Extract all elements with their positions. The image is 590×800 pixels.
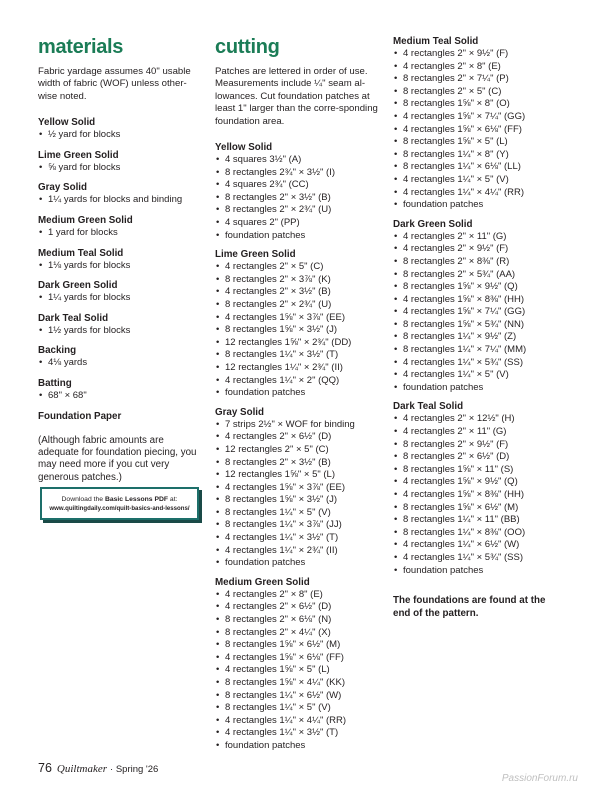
list-item: • 4 rectangles 1⅝" × 7¼" (GG) [393,306,563,319]
list-item: • 4 rectangles 2" × 11" (G) [393,231,563,244]
list-item: • 1¼ yards for blocks [38,292,203,305]
download-text: Download the Basic Lessons PDF at: [61,495,178,503]
fabric-items [393,231,563,395]
fabric-group [38,150,203,175]
cutting-intro: Patches are lettered in order of use. Measurements include ¼" seam al-lowances. Cut foundation patches at least 1" larger than the corre-sponding foundation area. [215,66,378,127]
list-item: • 4 rectangles 1¼" × 4¼" (RR) [393,187,563,200]
list-item: • 4 rectangles 2" × 3½" (B) [215,286,385,299]
fabric-items [38,194,203,207]
list-item: • 4 rectangles 1⅝" × 6⅛" (FF) [393,124,563,137]
fabric-name: Yellow Solid [215,142,273,154]
list-item: • 4 rectangles 1¼" × 5¾" (SS) [393,552,563,565]
download-link[interactable]: www.quiltingdaily.com/quilt-basics-and-lessons/ [49,504,190,512]
cutting-column [215,36,385,760]
list-item: • 8 rectangles 2" × 5" (C) [393,86,563,99]
list-item: • 4 rectangles 2" × 8" (E) [215,589,385,602]
list-item: • foundation patches [393,199,563,212]
list-item: • 8 rectangles 2" × 7¼" (P) [393,73,563,86]
list-item: • 12 rectangles 1¼" × 2¾" (II) [215,362,385,375]
list-item: • 8 rectangles 1¼" × 3½" (T) [215,349,385,362]
fabric-items [38,390,203,403]
list-item: • 8 rectangles 1⅝" × 5" (L) [393,136,563,149]
materials-list [38,117,203,422]
fabric-group [215,249,385,400]
list-item: • 8 rectangles 1⅝" × 5¾" (NN) [393,319,563,332]
fabric-group [215,142,385,242]
list-item: • ½ yard for blocks [38,129,203,142]
list-item: • 7 strips 2½" × WOF for binding [215,419,385,432]
list-item: • 8 rectangles 2" × 4¼" (X) [215,627,385,640]
list-item: • 8 rectangles 1⅝" × 9½" (Q) [393,281,563,294]
list-item: • 4 rectangles 2" × 11" (G) [393,426,563,439]
cutting-continued-column [393,36,563,620]
fabric-name: Dark Green Solid [38,280,118,292]
list-item: • 8 rectangles 1⅝" × 8" (O) [393,98,563,111]
list-item: • 8 rectangles 2" × 6½" (D) [393,451,563,464]
fabric-items [38,162,203,175]
fabric-group [38,345,203,370]
fabric-group [393,219,563,395]
list-item: • foundation patches [393,382,563,395]
issue-label: · Spring '26 [110,764,159,775]
fabric-items [215,419,385,570]
list-item: • foundation patches [393,565,563,578]
fabric-group [38,117,203,142]
fabric-group [393,36,563,212]
fabric-items [38,325,203,338]
fabric-items [215,589,385,753]
list-item: • 4 rectangles 1⅝" × 5" (L) [215,664,385,677]
fabric-group [393,401,563,577]
list-item: • 4 rectangles 1¼" × 3½" (T) [215,532,385,545]
list-item: • 8 rectangles 1⅝" × 6½" (M) [393,502,563,515]
list-item: • 8 rectangles 2" × 3½" (B) [215,192,385,205]
list-item: • 4 rectangles 2" × 12½" (H) [393,413,563,426]
list-item: • 4 rectangles 1⅝" × 3⅞" (EE) [215,312,385,325]
list-item: • 12 rectangles 1⅝" × 2¾" (DD) [215,337,385,350]
list-item: • 4 rectangles 1⅝" × 8⅜" (HH) [393,294,563,307]
list-item: • foundation patches [215,557,385,570]
materials-heading: materials [38,36,124,58]
fabric-items [38,292,203,305]
list-item: • 4 rectangles 1⅝" × 3⅞" (EE) [215,482,385,495]
cutting-list [215,142,385,753]
list-item: • 8 rectangles 1¼" × 8" (Y) [393,149,563,162]
list-item: • 4 rectangles 1¼" × 5" (V) [393,174,563,187]
list-item: • 8 rectangles 1⅝" × 6½" (M) [215,639,385,652]
fabric-name: Dark Teal Solid [393,401,464,413]
list-item: • 1⅛ yards for blocks [38,260,203,273]
list-item: • 8 rectangles 2" × 2¾" (U) [215,299,385,312]
list-item: • 4 rectangles 1⅝" × 6⅛" (FF) [215,652,385,665]
list-item: • 12 rectangles 1⅝" × 5" (L) [215,469,385,482]
fabric-name: Foundation Paper [38,410,122,422]
fabric-name: Gray Solid [215,406,264,418]
fabric-name: Gray Solid [38,182,87,194]
materials-intro: Fabric yardage assumes 40" usable width of fabric (WOF) unless other-wise noted. [38,66,191,102]
list-item: • 12 rectangles 2" × 5" (C) [215,444,385,457]
fabric-group [38,313,203,338]
list-item: • 1 yard for blocks [38,227,203,240]
fabric-items [38,357,203,370]
fabric-name: Backing [38,345,77,357]
list-item: • 4 rectangles 1¼" × 4¼" (RR) [215,715,385,728]
list-item: • 4 squares 3½" (A) [215,154,385,167]
watermark: PassionForum.ru [501,773,578,784]
list-item: • 4 rectangles 1¼" × 5¾" (SS) [393,357,563,370]
list-item: • 8 rectangles 1⅝" × 3½" (J) [215,494,385,507]
fabric-name: Medium Teal Solid [38,247,124,259]
cutting-heading: cutting [215,36,280,58]
list-item: • 4 rectangles 1¼" × 2¾" (II) [215,545,385,558]
list-item: • 8 rectangles 2" × 3½" (B) [215,457,385,470]
list-item: • 1¼ yards for blocks and binding [38,194,203,207]
fabric-items [215,261,385,400]
fabric-group [215,577,385,753]
list-item: • 8 rectangles 1¼" × 6½" (W) [215,690,385,703]
fabric-name: Dark Teal Solid [38,312,109,324]
list-item: • 8 rectangles 2¾" × 3½" (I) [215,167,385,180]
list-item: • ⅝ yard for blocks [38,162,203,175]
list-item: • 4 rectangles 2" × 9½" (F) [393,48,563,61]
list-item: • 4 rectangles 1¼" × 6½" (W) [393,539,563,552]
list-item: • 4 rectangles 2" × 8" (E) [393,61,563,74]
list-item: • 8 rectangles 1⅝" × 11" (S) [393,464,563,477]
fabric-items [393,413,563,577]
list-item: • 1½ yards for blocks [38,325,203,338]
fabric-name: Medium Green Solid [38,215,133,226]
fabric-name: Lime Green Solid [215,249,296,261]
list-item: • 4 rectangles 1⅝" × 7¼" (GG) [393,111,563,124]
list-item: • 8 rectangles 2" × 9½" (F) [393,439,563,452]
download-callout[interactable] [40,487,199,520]
fabric-name: Lime Green Solid [38,149,119,161]
page-footer [38,761,158,775]
fabric-group [215,407,385,570]
list-item: • 8 rectangles 1¼" × 3⅞" (JJ) [215,519,385,532]
list-item: • foundation patches [215,230,385,243]
page-number: 76 [38,761,52,775]
list-item: • 8 rectangles 1¼" × 9½" (Z) [393,331,563,344]
fabric-group [38,411,203,423]
list-item: • 4 rectangles 2" × 6½" (D) [215,431,385,444]
fabric-items [393,48,563,212]
list-item: • 4 rectangles 1⅝" × 8⅜" (HH) [393,489,563,502]
fabric-group [38,248,203,273]
list-item: • 8 rectangles 2" × 3⅞" (K) [215,274,385,287]
list-item: • 8 rectangles 1¼" × 6⅛" (LL) [393,161,563,174]
closing-note: The foundations are found at the end of the pattern. [393,595,546,619]
list-item: • 4 rectangles 1¼" × 5" (V) [393,369,563,382]
list-item: • 8 rectangles 1¼" × 5" (V) [215,702,385,715]
fabric-group [38,182,203,207]
list-item: • 8 rectangles 2" × 5¾" (AA) [393,269,563,282]
materials-column [38,36,203,484]
fabric-items [38,129,203,142]
list-item: • 8 rectangles 1⅝" × 3½" (J) [215,324,385,337]
list-item: • 4 rectangles 2" × 9½" (F) [393,243,563,256]
list-item: • 4 rectangles 1¼" × 2" (QQ) [215,375,385,388]
list-item: • 8 rectangles 1¼" × 8⅜" (OO) [393,527,563,540]
list-item: • 68" × 68" [38,390,203,403]
magazine-name: Quiltmaker [56,763,108,775]
fabric-group [38,280,203,305]
list-item: • 8 rectangles 2" × 6⅛" (N) [215,614,385,627]
list-item: • 8 rectangles 1¼" × 5" (V) [215,507,385,520]
list-item: • 8 rectangles 1¼" × 7¼" (MM) [393,344,563,357]
list-item: • 4 rectangles 1⅝" × 9½" (Q) [393,476,563,489]
cutting-continued-list [393,36,563,577]
fabric-group [38,378,203,403]
fabric-name: Batting [38,377,72,389]
list-item: • 4 rectangles 1¼" × 3½" (T) [215,727,385,740]
list-item: • 8 rectangles 2" × 2¾" (U) [215,204,385,217]
list-item: • 8 rectangles 1¼" × 11" (BB) [393,514,563,527]
fabric-group [38,215,203,240]
list-item: • 4 squares 2¾" (CC) [215,179,385,192]
list-item: • 4⅛ yards [38,357,203,370]
fabric-items [38,227,203,240]
list-item: • 4 rectangles 2" × 5" (C) [215,261,385,274]
materials-note: (Although fabric amounts are adequate for foundation piecing, you may need more if you cut very generous patches.) [38,434,197,483]
list-item: • foundation patches [215,387,385,400]
list-item: • 4 squares 2" (PP) [215,217,385,230]
list-item: • 8 rectangles 1⅝" × 4¼" (KK) [215,677,385,690]
list-item: • foundation patches [215,740,385,753]
fabric-items [38,260,203,273]
list-item: • 8 rectangles 2" × 8⅜" (R) [393,256,563,269]
fabric-name: Yellow Solid [38,117,96,129]
fabric-name: Medium Green Solid [215,576,310,588]
list-item: • 4 rectangles 2" × 6½" (D) [215,601,385,614]
fabric-name: Dark Green Solid [393,218,473,230]
fabric-items [215,154,385,242]
fabric-name: Medium Teal Solid [393,36,479,47]
